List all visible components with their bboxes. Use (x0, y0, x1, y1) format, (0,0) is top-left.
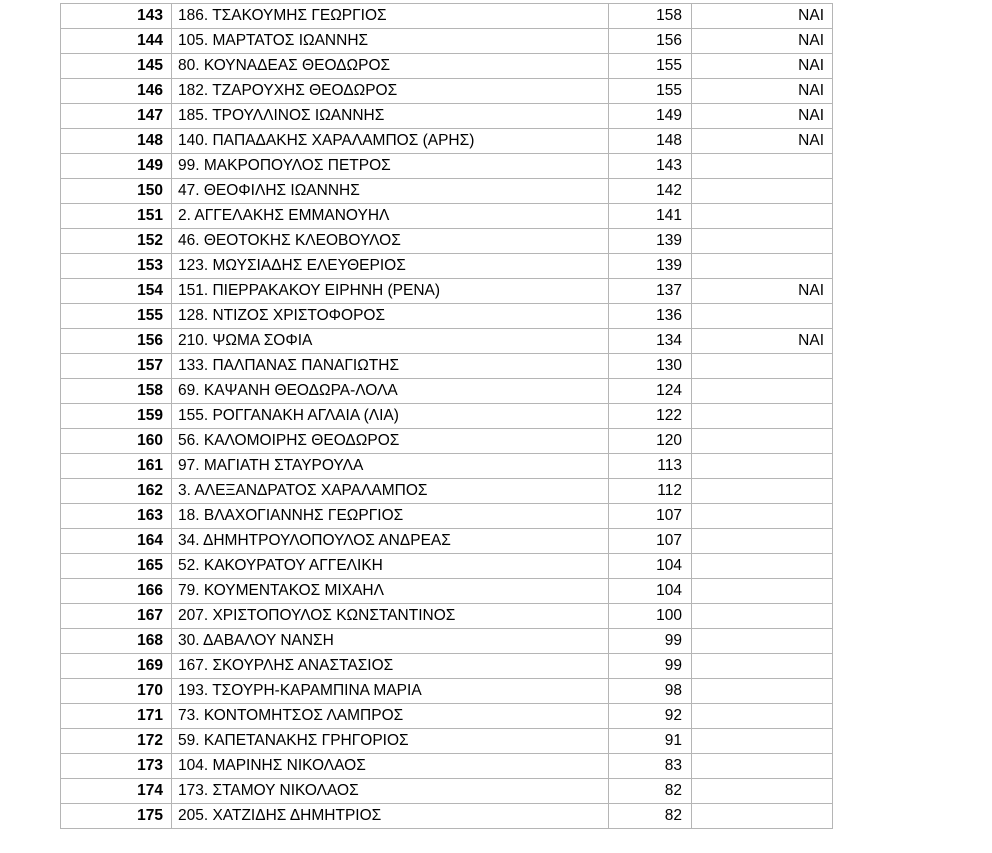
table-body (61, 4, 833, 829)
flag-cell[interactable] (692, 404, 833, 429)
rank-cell[interactable]: 144 (61, 29, 172, 54)
results-table (60, 3, 833, 829)
candidate-cell[interactable]: 34. ΔΗΜΗΤΡΟΥΛΟΠΟΥΛΟΣ ΑΝΔΡΕΑΣ (172, 529, 609, 554)
table-row (61, 279, 833, 304)
votes-cell[interactable]: 107 (609, 529, 692, 554)
rank-cell[interactable]: 168 (61, 629, 172, 654)
rank-cell[interactable]: 170 (61, 679, 172, 704)
candidate-cell[interactable]: 47. ΘΕΟΦΙΛΗΣ ΙΩΑΝΝΗΣ (172, 179, 609, 204)
rank-cell[interactable]: 158 (61, 379, 172, 404)
rank-cell[interactable]: 143 (61, 4, 172, 29)
table-row (61, 179, 833, 204)
rank-cell[interactable]: 147 (61, 104, 172, 129)
flag-cell[interactable] (692, 454, 833, 479)
votes-cell[interactable]: 158 (609, 4, 692, 29)
table-row (61, 4, 833, 29)
candidate-cell[interactable]: 173. ΣΤΑΜΟΥ ΝΙΚΟΛΑΟΣ (172, 779, 609, 804)
flag-cell[interactable] (692, 179, 833, 204)
candidate-cell[interactable]: 182. ΤΖΑΡΟΥΧΗΣ ΘΕΟΔΩΡΟΣ (172, 79, 609, 104)
table-row (61, 679, 833, 704)
candidate-cell[interactable]: 140. ΠΑΠΑΔΑΚΗΣ ΧΑΡΑΛΑΜΠΟΣ (ΑΡΗΣ) (172, 129, 609, 154)
table-row (61, 304, 833, 329)
votes-cell[interactable]: 107 (609, 504, 692, 529)
candidate-cell[interactable]: 56. ΚΑΛΟΜΟΙΡΗΣ ΘΕΟΔΩΡΟΣ (172, 429, 609, 454)
votes-cell[interactable]: 139 (609, 229, 692, 254)
candidate-cell[interactable]: 105. ΜΑΡΤΑΤΟΣ ΙΩΑΝΝΗΣ (172, 29, 609, 54)
rank-cell[interactable]: 164 (61, 529, 172, 554)
rank-cell[interactable]: 145 (61, 54, 172, 79)
candidate-cell[interactable]: 151. ΠΙΕΡΡΑΚΑΚΟΥ ΕΙΡΗΝΗ (ΡΕΝΑ) (172, 279, 609, 304)
candidate-cell[interactable]: 30. ΔΑΒΑΛΟΥ ΝΑΝΣΗ (172, 629, 609, 654)
table-row (61, 729, 833, 754)
table-row (61, 104, 833, 129)
candidate-cell[interactable]: 99. ΜΑΚΡΟΠΟΥΛΟΣ ΠΕΤΡΟΣ (172, 154, 609, 179)
rank-cell[interactable]: 149 (61, 154, 172, 179)
votes-cell[interactable]: 100 (609, 604, 692, 629)
flag-cell[interactable] (692, 579, 833, 604)
table-row (61, 229, 833, 254)
votes-cell[interactable]: 104 (609, 579, 692, 604)
candidate-cell[interactable]: 2. ΑΓΓΕΛΑΚΗΣ ΕΜΜΑΝΟΥΗΛ (172, 204, 609, 229)
table-row (61, 329, 833, 354)
flag-cell[interactable] (692, 304, 833, 329)
candidate-cell[interactable]: 128. ΝΤΙΖΟΣ ΧΡΙΣΤΟΦΟΡΟΣ (172, 304, 609, 329)
rank-cell[interactable]: 156 (61, 329, 172, 354)
rank-cell[interactable]: 159 (61, 404, 172, 429)
votes-cell[interactable]: 130 (609, 354, 692, 379)
rank-cell[interactable]: 169 (61, 654, 172, 679)
votes-cell[interactable]: 120 (609, 429, 692, 454)
table-row (61, 29, 833, 54)
candidate-cell[interactable]: 205. ΧΑΤΖΙΔΗΣ ΔΗΜΗΤΡΙΟΣ (172, 804, 609, 829)
rank-cell[interactable]: 165 (61, 554, 172, 579)
flag-cell[interactable]: ΝΑΙ (692, 79, 833, 104)
flag-cell[interactable] (692, 629, 833, 654)
table-row (61, 754, 833, 779)
table-row (61, 254, 833, 279)
votes-cell[interactable]: 112 (609, 479, 692, 504)
candidate-cell[interactable]: 79. ΚΟΥΜΕΝΤΑΚΟΣ ΜΙΧΑΗΛ (172, 579, 609, 604)
candidate-cell[interactable]: 104. ΜΑΡΙΝΗΣ ΝΙΚΟΛΑΟΣ (172, 754, 609, 779)
table-row (61, 354, 833, 379)
votes-cell[interactable]: 104 (609, 554, 692, 579)
votes-cell[interactable]: 137 (609, 279, 692, 304)
votes-cell[interactable]: 155 (609, 54, 692, 79)
table-row (61, 504, 833, 529)
rank-cell[interactable]: 148 (61, 129, 172, 154)
votes-cell[interactable]: 99 (609, 629, 692, 654)
rank-cell[interactable]: 166 (61, 579, 172, 604)
votes-cell[interactable]: 83 (609, 754, 692, 779)
table-row (61, 429, 833, 454)
votes-cell[interactable]: 142 (609, 179, 692, 204)
votes-cell[interactable]: 156 (609, 29, 692, 54)
rank-cell[interactable]: 157 (61, 354, 172, 379)
table-row (61, 404, 833, 429)
flag-cell[interactable] (692, 204, 833, 229)
votes-cell[interactable]: 139 (609, 254, 692, 279)
candidate-cell[interactable]: 210. ΨΩΜΑ ΣΟΦΙΑ (172, 329, 609, 354)
candidate-cell[interactable]: 133. ΠΑΛΠΑΝΑΣ ΠΑΝΑΓΙΩΤΗΣ (172, 354, 609, 379)
votes-cell[interactable]: 148 (609, 129, 692, 154)
flag-cell[interactable] (692, 754, 833, 779)
flag-cell[interactable] (692, 529, 833, 554)
votes-cell[interactable]: 155 (609, 79, 692, 104)
table-row (61, 129, 833, 154)
rank-cell[interactable]: 162 (61, 479, 172, 504)
flag-cell[interactable]: ΝΑΙ (692, 129, 833, 154)
flag-cell[interactable] (692, 429, 833, 454)
table-row (61, 579, 833, 604)
votes-cell[interactable]: 143 (609, 154, 692, 179)
rank-cell[interactable]: 155 (61, 304, 172, 329)
candidate-cell[interactable]: 97. ΜΑΓΙΑΤΗ ΣΤΑΥΡΟΥΛΑ (172, 454, 609, 479)
table-row (61, 629, 833, 654)
rank-cell[interactable]: 171 (61, 704, 172, 729)
votes-cell[interactable]: 122 (609, 404, 692, 429)
rank-cell[interactable]: 174 (61, 779, 172, 804)
table-row (61, 154, 833, 179)
candidate-cell[interactable]: 73. ΚΟΝΤΟΜΗΤΣΟΣ ΛΑΜΠΡΟΣ (172, 704, 609, 729)
candidate-cell[interactable]: 193. ΤΣΟΥΡΗ-ΚΑΡΑΜΠΙΝΑ ΜΑΡΙΑ (172, 679, 609, 704)
votes-cell[interactable]: 136 (609, 304, 692, 329)
candidate-cell[interactable]: 3. ΑΛΕΞΑΝΔΡΑΤΟΣ ΧΑΡΑΛΑΜΠΟΣ (172, 479, 609, 504)
candidate-cell[interactable]: 52. ΚΑΚΟΥΡΑΤΟΥ ΑΓΓΕΛΙΚΗ (172, 554, 609, 579)
candidate-cell[interactable]: 18. ΒΛΑΧΟΓΙΑΝΝΗΣ ΓΕΩΡΓΙΟΣ (172, 504, 609, 529)
table-row (61, 804, 833, 829)
flag-cell[interactable] (692, 479, 833, 504)
flag-cell[interactable]: ΝΑΙ (692, 4, 833, 29)
votes-cell[interactable]: 99 (609, 654, 692, 679)
table-row (61, 779, 833, 804)
table-row (61, 79, 833, 104)
flag-cell[interactable]: ΝΑΙ (692, 329, 833, 354)
table-row (61, 554, 833, 579)
rank-cell[interactable]: 172 (61, 729, 172, 754)
rank-cell[interactable]: 151 (61, 204, 172, 229)
candidate-cell[interactable]: 123. ΜΩΥΣΙΑΔΗΣ ΕΛΕΥΘΕΡΙΟΣ (172, 254, 609, 279)
votes-cell[interactable]: 113 (609, 454, 692, 479)
votes-cell[interactable]: 91 (609, 729, 692, 754)
votes-cell[interactable]: 82 (609, 779, 692, 804)
candidate-cell[interactable]: 186. ΤΣΑΚΟΥΜΗΣ ΓΕΩΡΓΙΟΣ (172, 4, 609, 29)
table-row (61, 479, 833, 504)
candidate-cell[interactable]: 46. ΘΕΟΤΟΚΗΣ ΚΛΕΟΒΟΥΛΟΣ (172, 229, 609, 254)
flag-cell[interactable]: ΝΑΙ (692, 54, 833, 79)
flag-cell[interactable] (692, 604, 833, 629)
flag-cell[interactable] (692, 704, 833, 729)
flag-cell[interactable]: ΝΑΙ (692, 279, 833, 304)
rank-cell[interactable]: 150 (61, 179, 172, 204)
flag-cell[interactable] (692, 804, 833, 829)
rank-cell[interactable]: 153 (61, 254, 172, 279)
flag-cell[interactable] (692, 354, 833, 379)
flag-cell[interactable] (692, 729, 833, 754)
flag-cell[interactable]: ΝΑΙ (692, 104, 833, 129)
rank-cell[interactable]: 146 (61, 79, 172, 104)
flag-cell[interactable] (692, 379, 833, 404)
votes-cell[interactable]: 92 (609, 704, 692, 729)
table-row (61, 529, 833, 554)
table-row (61, 604, 833, 629)
flag-cell[interactable]: ΝΑΙ (692, 29, 833, 54)
table-row (61, 654, 833, 679)
votes-cell[interactable]: 124 (609, 379, 692, 404)
rank-cell[interactable]: 163 (61, 504, 172, 529)
votes-cell[interactable]: 141 (609, 204, 692, 229)
flag-cell[interactable] (692, 504, 833, 529)
votes-cell[interactable]: 98 (609, 679, 692, 704)
spreadsheet-area (60, 3, 833, 829)
rank-cell[interactable]: 160 (61, 429, 172, 454)
votes-cell[interactable]: 149 (609, 104, 692, 129)
flag-cell[interactable] (692, 679, 833, 704)
table-row (61, 204, 833, 229)
rank-cell[interactable]: 175 (61, 804, 172, 829)
candidate-cell[interactable]: 207. ΧΡΙΣΤΟΠΟΥΛΟΣ ΚΩΝΣΤΑΝΤΙΝΟΣ (172, 604, 609, 629)
candidate-cell[interactable]: 155. ΡΟΓΓΑΝΑΚΗ ΑΓΛΑΙΑ (ΛΙΑ) (172, 404, 609, 429)
table-row (61, 454, 833, 479)
candidate-cell[interactable]: 59. ΚΑΠΕΤΑΝΑΚΗΣ ΓΡΗΓΟΡΙΟΣ (172, 729, 609, 754)
candidate-cell[interactable]: 185. ΤΡΟΥΛΛΙΝΟΣ ΙΩΑΝΝΗΣ (172, 104, 609, 129)
votes-cell[interactable]: 82 (609, 804, 692, 829)
rank-cell[interactable]: 161 (61, 454, 172, 479)
candidate-cell[interactable]: 69. ΚΑΨΑΝΗ ΘΕΟΔΩΡΑ-ΛΟΛΑ (172, 379, 609, 404)
flag-cell[interactable] (692, 654, 833, 679)
rank-cell[interactable]: 173 (61, 754, 172, 779)
rank-cell[interactable]: 152 (61, 229, 172, 254)
flag-cell[interactable] (692, 229, 833, 254)
rank-cell[interactable]: 167 (61, 604, 172, 629)
rank-cell[interactable]: 154 (61, 279, 172, 304)
flag-cell[interactable] (692, 154, 833, 179)
table-row (61, 54, 833, 79)
table-row (61, 704, 833, 729)
candidate-cell[interactable]: 80. ΚΟΥΝΑΔΕΑΣ ΘΕΟΔΩΡΟΣ (172, 54, 609, 79)
candidate-cell[interactable]: 167. ΣΚΟΥΡΛΗΣ ΑΝΑΣΤΑΣΙΟΣ (172, 654, 609, 679)
table-row (61, 379, 833, 404)
votes-cell[interactable]: 134 (609, 329, 692, 354)
flag-cell[interactable] (692, 779, 833, 804)
flag-cell[interactable] (692, 554, 833, 579)
flag-cell[interactable] (692, 254, 833, 279)
